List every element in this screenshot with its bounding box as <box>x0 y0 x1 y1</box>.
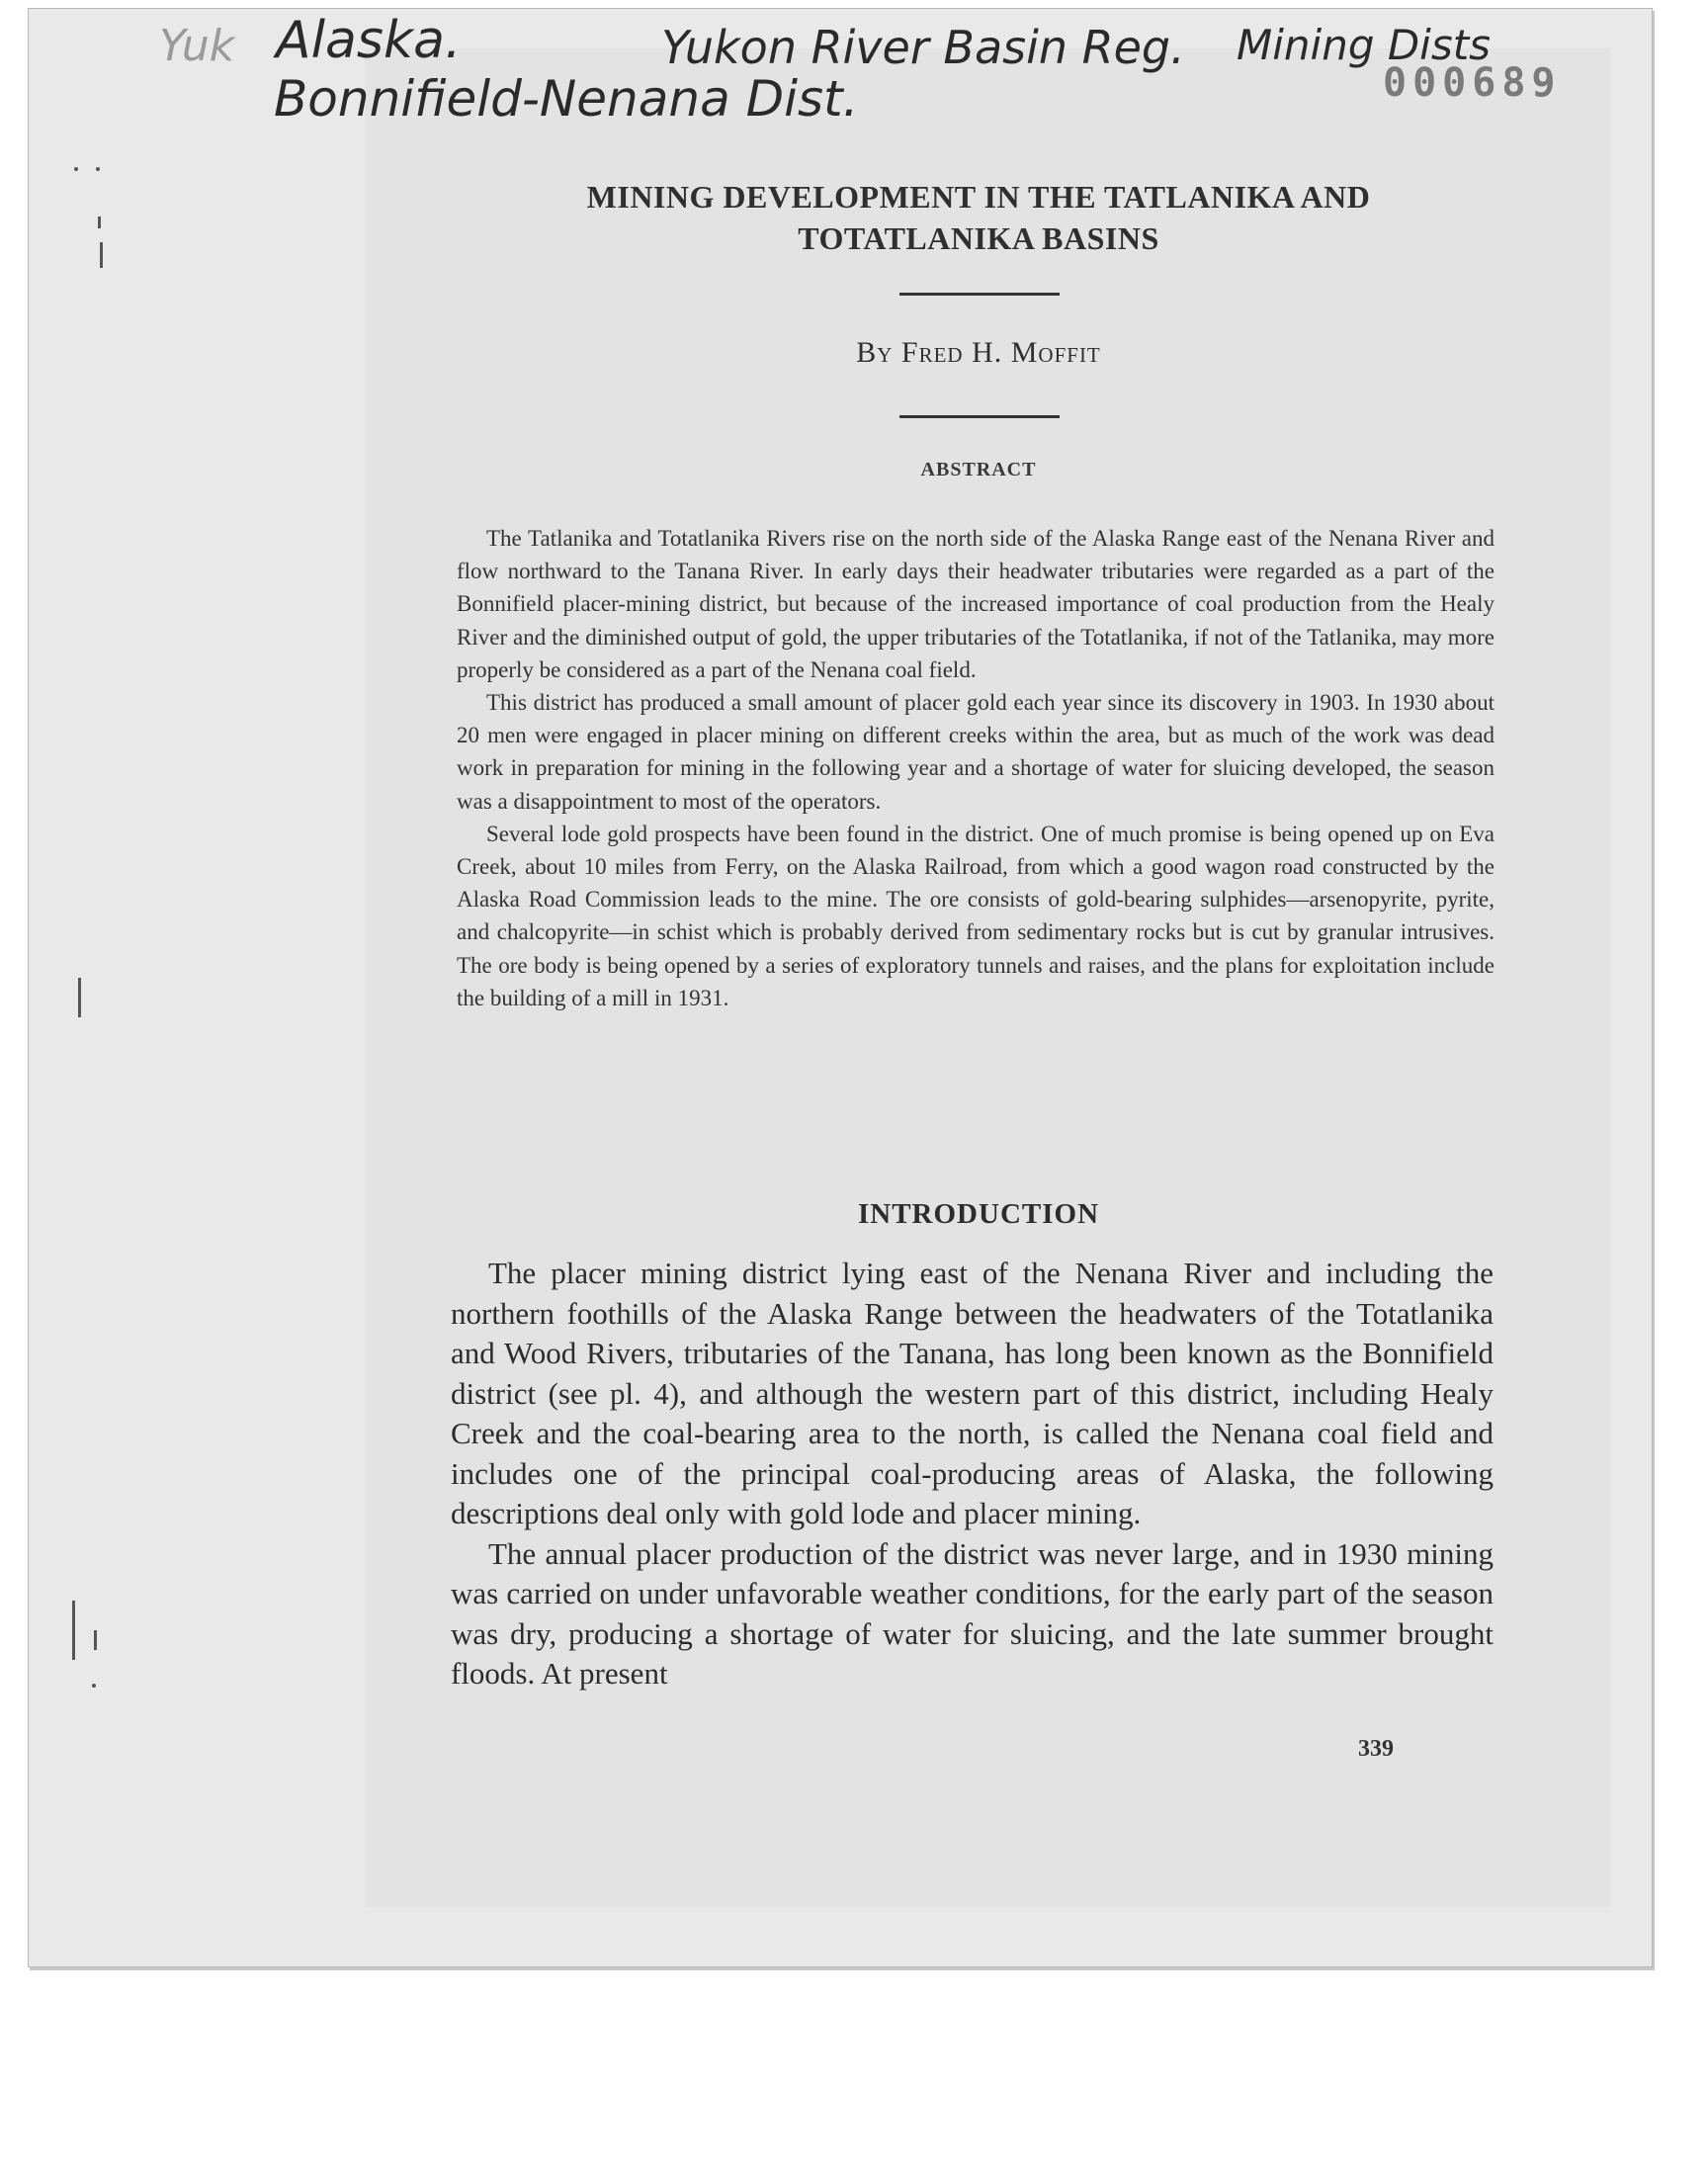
title-rule <box>899 293 1060 296</box>
margin-mark <box>92 1684 96 1688</box>
body-paragraph: The annual placer production of the district was never large, and in 1930 mining was carried on under unfavorable weather conditions, for the early part of the season was dry, producing a shortage of water for sluicing, and the late summer brought floods. At present <box>451 1535 1494 1691</box>
handwritten-note-region: Alaska. <box>276 11 462 70</box>
abstract-paragraph: Several lode gold prospects have been found in the district. One of much promise is being opened up on Eva Creek, about 10 miles from Ferry, on the Alaska Railroad, from which a good wagon road constructed by the Alaska Road Commission leads to the mine. The ore consists of gold-bearing sulphides—arsenopyrite, pyrite, and chalcopyrite—in schist which is probably derived from sedimentary rocks but is cut by granular intrusives. The ore body is being opened by a series of exploratory tunnels and raises, and the plans for exploitation include the building of a mill in 1931. <box>457 821 1494 1010</box>
handwritten-note-district: Bonnifield-Nenana Dist. <box>274 70 859 128</box>
margin-mark <box>100 242 103 268</box>
article-title-text: MINING DEVELOPMENT IN THE TATLANIKA AND TOTATLANIKA BASINS <box>586 179 1371 256</box>
author-rule <box>899 415 1060 418</box>
page-number: 339 <box>1358 1736 1394 1762</box>
body-paragraph: The placer mining district lying east of the Nenana River and including the northern foothills of the Alaska Range between the headwaters of the Totatlanika and Wood Rivers, tributaries of the Tanana, has long been known as the Bonnifield district (see pl. 4), and although the western part of this district, including Healy Creek and the coal-bearing area to the north, is called the Nenana coal field and includes one of the principal coal-producing areas of Alaska, the following descriptions deal only with gold lode and placer mining. <box>451 1256 1494 1530</box>
margin-mark <box>72 1601 75 1660</box>
abstract-paragraph: This district has produced a small amount of placer gold each year since its discovery in 1903. In 1930 about 20 men were engaged in placer mining on different creeks within the area, but as much of the work was dead work in preparation for mining in the following year and a shortage of water for sluicing developed, the season was a disappointment to most of the operators. <box>457 690 1494 814</box>
author-byline: By Fred H. Moffit <box>856 336 1101 369</box>
margin-mark <box>74 167 78 171</box>
handwritten-note-basin: Yukon River Basin Reg. <box>661 21 1185 74</box>
handwritten-note-faint: Yuk <box>159 21 235 71</box>
margin-mark <box>96 167 100 171</box>
handwritten-note-topic: Mining Dists <box>1237 21 1492 69</box>
article-title <box>465 176 1493 259</box>
introduction-body <box>451 1254 1494 1695</box>
abstract-body <box>457 522 1494 1014</box>
abstract-heading: ABSTRACT <box>920 459 1037 480</box>
introduction-heading: INTRODUCTION <box>857 1198 1100 1230</box>
archive-stamp-number: 000689 <box>1383 60 1562 106</box>
margin-mark <box>78 978 81 1017</box>
margin-mark <box>94 1630 97 1650</box>
abstract-paragraph: The Tatlanika and Totatlanika Rivers rise on the north side of the Alaska Range east of the Nenana River and flow northward to the Tanana River. In early days their headwater tributaries were regarded as a part of the Bonnifield placer-mining district, but because of the increased importance of coal production from the Healy River and the diminished output of gold, the upper tributaries of the Totatlanika, if not of the Tatlanika, may more properly be considered as a part of the Nenana coal field. <box>457 526 1494 682</box>
margin-mark <box>98 217 101 228</box>
